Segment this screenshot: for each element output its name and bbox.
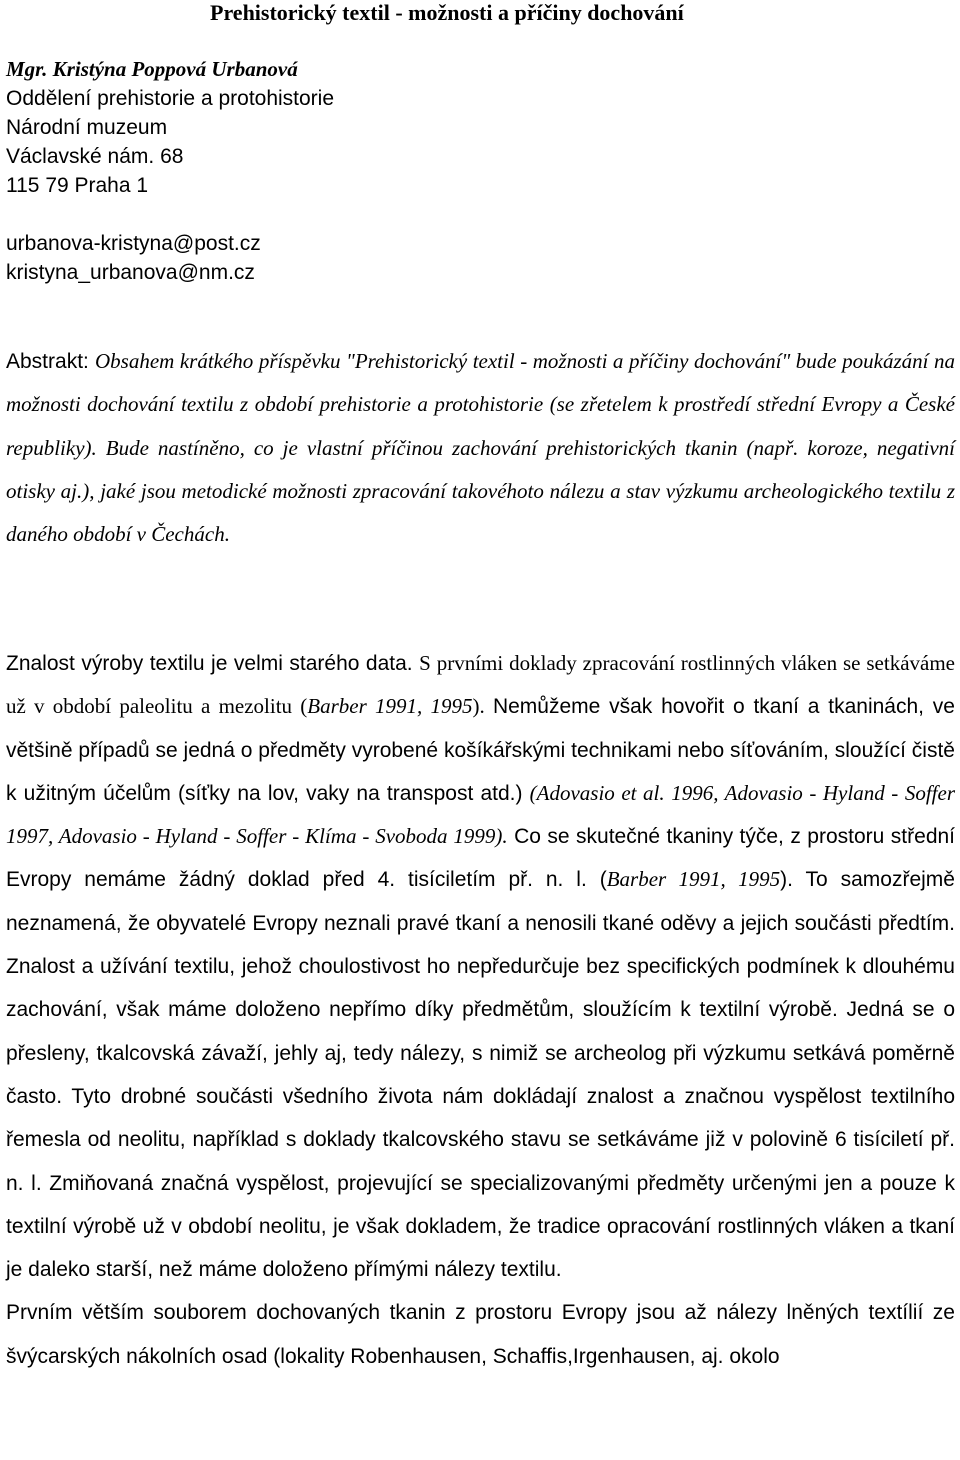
- main-text: [6, 642, 955, 1378]
- paragraph-1-sentence: Tyto drobné součásti všedního života nám dokládají znalost a značnou vyspělost textilního řemesla od neolitu, například s doklady tkalcovského stavu se setkáváme již v polovině 6 tisíciletí př. n. l.: [6, 1084, 955, 1195]
- paragraph-1-sentence: Jedná se o přesleny, tkalcovská závaží, jehly aj, tedy nálezy, s nimiž se archeolog při výzkumu setkává poměrně často.: [6, 998, 955, 1108]
- citation: Barber 1991, 1995: [307, 694, 473, 719]
- paragraph-1-sentence: Zmiňovaná značná vyspělost, projevující se specializovanými předměty určenými jen a pouze k textilní výrobě už v období neolitu, je však dokladem, že tradice opracování rostlinných vláken a tkaní je daleko starší, než máme doloženo přímými nálezy textilu.: [6, 1171, 955, 1282]
- author-street: Václavské nám. 68: [6, 145, 184, 168]
- abstract-label: Abstrakt:: [6, 350, 95, 373]
- citation: Barber 1991, 1995: [606, 867, 781, 892]
- paragraph-1-sentence: ).: [472, 694, 493, 719]
- paragraph-2: Prvním větším souborem dochovaných tkanin z prostoru Evropy jsou až nálezy lněných textílií ze švýcarských nákolních osad (lokality Robenhausen, Schaffis,Irgenhausen, aj. okolo: [6, 1301, 955, 1368]
- author-city: 115 79 Praha 1: [6, 174, 149, 197]
- paragraph-1-sentence: Znalost a užívání textilu, jehož choulostivost ho nepředurčuje bez specifických podmínek k dlouhému zachování, však máme doloženo nepřímo díky předmětům, sloužícím k textilní výrobě.: [6, 955, 955, 1022]
- abstract: [6, 340, 955, 556]
- author-email-2: kristyna_urbanova@nm.cz: [6, 261, 255, 284]
- paragraph-1-sentence: To samozřejmě neznamená, že obyvatelé Evropy neznali pravé tkaní a nenosili tkané oděvy a jejich součásti předtím.: [6, 868, 955, 935]
- abstract-text: Obsahem krátkého příspěvku "Prehistorický textil - možnosti a příčiny dochování" bude poukázání na možnosti dochování textilu z období prehistorie a protohistorie (se zřetelem k prostředí střední Evropy a České republiky). Bude nastíněno, co je vlastní příčinou zachování prehistorických tkanin (např. koroze, negativní otisky aj.), jaké jsou metodické možnosti zpracování takovéhoto nálezu a stav výzkumu archeologického textilu z daného období v Čechách.: [6, 349, 955, 547]
- paragraph-1: [6, 642, 955, 1291]
- paragraph-1-sentence: ).: [780, 868, 806, 892]
- page-title: Prehistorický textil - možnosti a příčiny dochování: [210, 0, 684, 25]
- author-institution: Národní muzeum: [6, 116, 168, 139]
- author-department: Oddělení prehistorie a protohistorie: [6, 87, 335, 110]
- citation: (Adovasio et al. 1996, Adovasio - Hyland - Soffer 1997, Adovasio - Hyland - Soffer - Klíma - Svoboda 1999).: [6, 780, 955, 849]
- author-block: [6, 55, 334, 287]
- author-name: Mgr. Kristýna Poppová Urbanová: [6, 57, 298, 81]
- paragraph-1-sentence: Znalost výroby textilu je velmi starého data.: [6, 652, 420, 675]
- paragraph-1-sentence: Nemůžeme však hovořit o tkaní a tkaninách, ve většině případů se jedná o předměty vyrobené košíkářskými technikami nebo síťováním, sloužící čistě k užitným účelům (síťky na lov, vaky na transpost atd.): [6, 695, 955, 805]
- paragraph-1-sentence: S prvními doklady zpracování rostlinných vláken se setkáváme už v období paleolitu a mezolitu (: [6, 651, 956, 719]
- author-email-1: urbanova-kristyna@post.cz: [6, 232, 261, 255]
- paragraph-1-sentence: Co se skutečné tkaniny týče, z prostoru střední Evropy nemáme žádný doklad před 4. tisíciletím př. n. l. (: [6, 825, 956, 892]
